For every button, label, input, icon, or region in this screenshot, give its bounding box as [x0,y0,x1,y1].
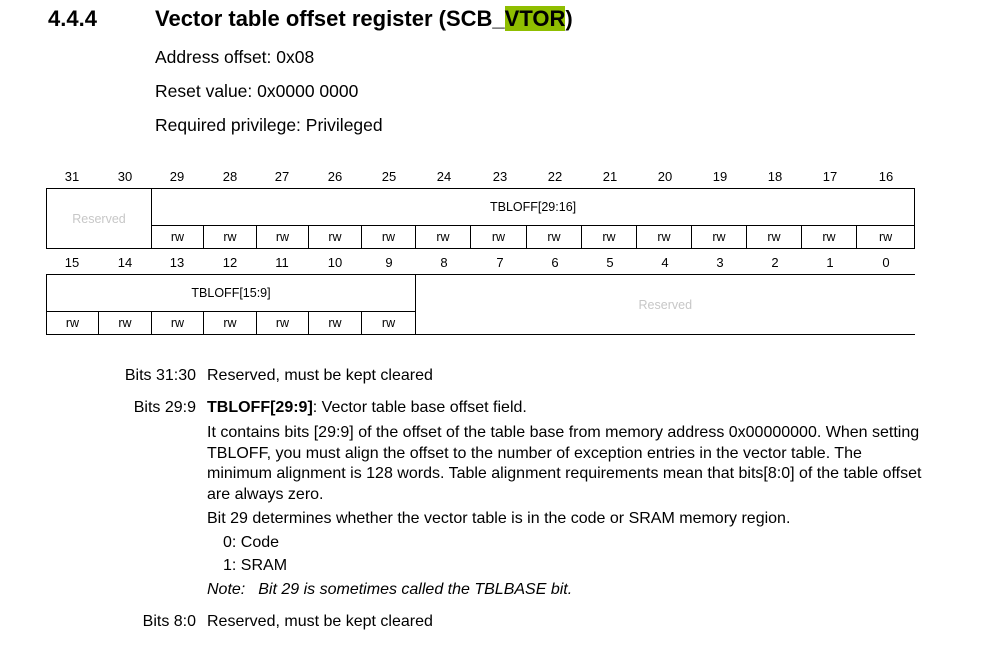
bit-number: 15 [64,255,80,270]
bit-number: 16 [878,169,894,184]
bit-number: 30 [117,169,133,184]
bit29-paragraph: Bit 29 determines whether the vector table is in the code or SRAM memory region. [207,510,791,527]
note-text: Bit 29 is sometimes called the TBLBASE bit. [258,581,573,598]
access-cell: rw [152,226,204,249]
access-cell: rw [582,226,637,249]
note-label: Note: [207,581,246,598]
bit-number: 27 [274,169,290,184]
bit-number: 23 [492,169,508,184]
access-cell: rw [204,226,257,249]
bit-number: 1 [826,255,834,270]
note [207,581,572,599]
access-cell: rw [857,226,915,249]
bits-31-30-label: Bits 31:30 [124,367,196,384]
bit-number: 20 [657,169,673,184]
bit-number: 21 [602,169,618,184]
bit-number: 6 [551,255,559,270]
title-highlight: VTOR [504,6,566,31]
bit-number: 28 [222,169,238,184]
bit-number: 3 [716,255,724,270]
title-suffix: ) [565,6,573,31]
bit-number: 0 [882,255,890,270]
reserved-field: Reserved [47,189,152,249]
bit-number: 17 [822,169,838,184]
bit-number: 22 [547,169,563,184]
access-cell: rw [257,312,309,335]
access-cell: rw [362,312,416,335]
bits-8-0-label: Bits 8:0 [142,613,196,630]
bit-number: 8 [440,255,448,270]
tbloff-15-9-field: TBLOFF[15:9] [47,275,416,312]
bit-number: 31 [64,169,80,184]
section-number: 4.4.4 [48,6,97,31]
bit-number: 10 [327,255,343,270]
upper-bit-numbers [46,169,914,187]
bit-number: 5 [606,255,614,270]
bits-29-9-heading [207,399,527,417]
bit-number: 12 [222,255,238,270]
bit-number: 14 [117,255,133,270]
option-code: 0: Code [223,534,280,551]
access-cell: rw [309,226,362,249]
tbloff-29-16-field: TBLOFF[29:16] [152,189,915,226]
bit-number: 9 [385,255,393,270]
access-cell: rw [416,226,471,249]
bit-number: 4 [661,255,669,270]
reserved-field: Reserved [416,275,915,335]
bit-number: 13 [169,255,185,270]
access-cell: rw [747,226,802,249]
access-cell: rw [802,226,857,249]
bit-number: 18 [767,169,783,184]
access-cell: rw [152,312,204,335]
lower-bit-numbers [46,255,914,273]
register-lower-table [46,274,915,335]
access-cell: rw [99,312,152,335]
access-cell: rw [637,226,692,249]
access-cell: rw [527,226,582,249]
option-sram: 1: SRAM [223,557,288,574]
bit-number: 25 [381,169,397,184]
field-summary: : Vector table base offset field. [312,399,527,416]
bit-number: 19 [712,169,728,184]
bits-31-30-text: Reserved, must be kept cleared [207,367,433,384]
access-cell: rw [471,226,527,249]
bit-number: 29 [169,169,185,184]
reset-value: Reset value: 0x0000 0000 [155,81,359,101]
bit-number: 26 [327,169,343,184]
required-privilege: Required privilege: Privileged [155,115,383,135]
access-cell: rw [362,226,416,249]
address-offset: Address offset: 0x08 [155,47,315,67]
field-name: TBLOFF[29:9] [207,399,313,416]
access-cell: rw [204,312,257,335]
bit-number: 2 [771,255,779,270]
access-cell: rw [692,226,747,249]
register-upper-table [46,188,915,249]
bit-number: 11 [275,255,289,270]
bit-number: 7 [496,255,504,270]
title-prefix: Vector table offset register (SCB_ [155,6,505,31]
access-cell: rw [309,312,362,335]
section-title [155,6,573,32]
bits-29-9-label: Bits 29:9 [133,399,196,416]
bits-8-0-text: Reserved, must be kept cleared [207,613,433,630]
bit-number: 24 [436,169,452,184]
access-cell: rw [257,226,309,249]
tbloff-paragraph: It contains bits [29:9] of the offset of the table base from memory address 0x00000000. When setting TBLOFF, you must align the offset to the number of exception entries in the vector table. The minimum alignment is 128 words. Table alignment requirements mean that bits[8:0] of the table offset are always zero. [207,424,922,503]
access-cell: rw [47,312,99,335]
